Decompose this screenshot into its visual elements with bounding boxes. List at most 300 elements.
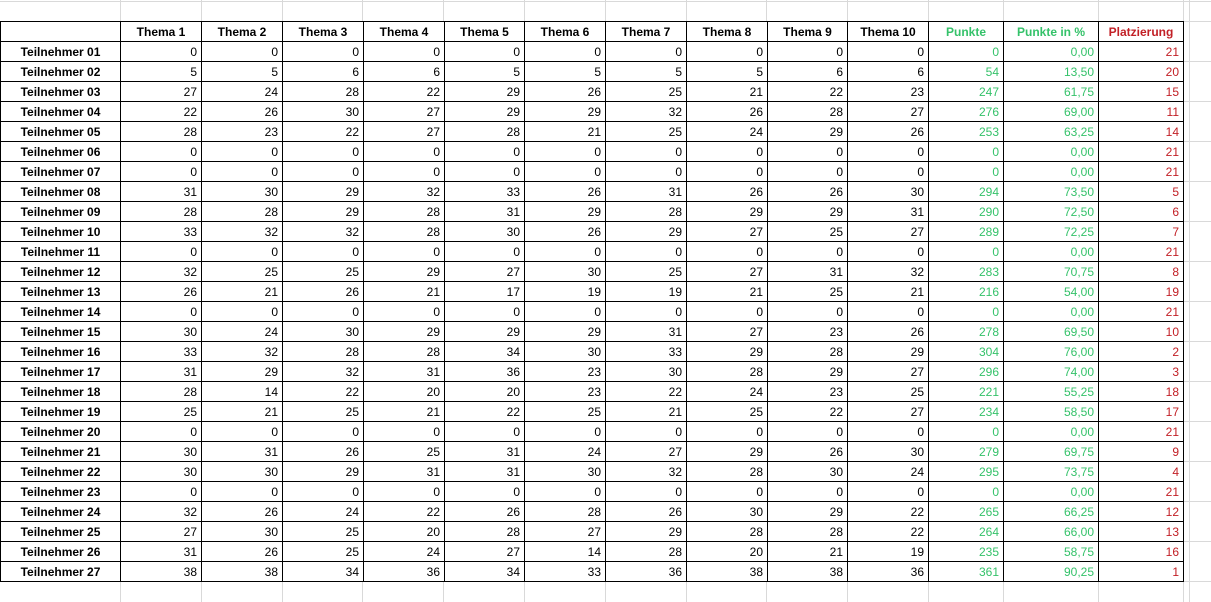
score-cell[interactable]: 14 bbox=[525, 542, 606, 562]
score-cell[interactable]: 0 bbox=[525, 242, 606, 262]
participant-label[interactable]: Teilnehmer 09 bbox=[1, 202, 121, 222]
punkte-cell[interactable]: 294 bbox=[929, 182, 1004, 202]
score-cell[interactable]: 21 bbox=[364, 402, 445, 422]
header-punkte[interactable]: Punkte bbox=[929, 22, 1004, 42]
score-cell[interactable]: 29 bbox=[768, 502, 848, 522]
score-cell[interactable]: 27 bbox=[848, 402, 929, 422]
score-cell[interactable]: 21 bbox=[202, 282, 283, 302]
participant-label[interactable]: Teilnehmer 02 bbox=[1, 62, 121, 82]
score-cell[interactable]: 0 bbox=[525, 482, 606, 502]
score-cell[interactable]: 29 bbox=[687, 342, 768, 362]
participant-label[interactable]: Teilnehmer 06 bbox=[1, 142, 121, 162]
rank-cell[interactable]: 9 bbox=[1099, 442, 1184, 462]
score-cell[interactable]: 29 bbox=[445, 322, 525, 342]
score-cell[interactable]: 28 bbox=[364, 342, 445, 362]
percent-cell[interactable]: 0,00 bbox=[1004, 302, 1099, 322]
punkte-cell[interactable]: 265 bbox=[929, 502, 1004, 522]
score-cell[interactable]: 0 bbox=[687, 242, 768, 262]
score-cell[interactable]: 30 bbox=[202, 462, 283, 482]
rank-cell[interactable]: 21 bbox=[1099, 162, 1184, 182]
score-cell[interactable]: 28 bbox=[687, 362, 768, 382]
score-cell[interactable]: 25 bbox=[121, 402, 202, 422]
score-cell[interactable]: 31 bbox=[445, 202, 525, 222]
score-cell[interactable]: 20 bbox=[364, 522, 445, 542]
score-cell[interactable]: 29 bbox=[283, 462, 364, 482]
score-cell[interactable]: 28 bbox=[687, 462, 768, 482]
rank-cell[interactable]: 21 bbox=[1099, 42, 1184, 62]
percent-cell[interactable]: 0,00 bbox=[1004, 482, 1099, 502]
score-cell[interactable]: 27 bbox=[687, 222, 768, 242]
score-cell[interactable]: 27 bbox=[848, 102, 929, 122]
rank-cell[interactable]: 7 bbox=[1099, 222, 1184, 242]
score-cell[interactable]: 25 bbox=[848, 382, 929, 402]
score-cell[interactable]: 0 bbox=[202, 142, 283, 162]
score-cell[interactable]: 32 bbox=[283, 362, 364, 382]
participant-label[interactable]: Teilnehmer 05 bbox=[1, 122, 121, 142]
score-cell[interactable]: 0 bbox=[202, 242, 283, 262]
score-cell[interactable]: 25 bbox=[283, 542, 364, 562]
percent-cell[interactable]: 55,25 bbox=[1004, 382, 1099, 402]
score-cell[interactable]: 0 bbox=[202, 162, 283, 182]
participant-label[interactable]: Teilnehmer 24 bbox=[1, 502, 121, 522]
score-cell[interactable]: 25 bbox=[606, 262, 687, 282]
score-cell[interactable]: 26 bbox=[768, 442, 848, 462]
score-cell[interactable]: 27 bbox=[445, 542, 525, 562]
score-cell[interactable]: 30 bbox=[121, 442, 202, 462]
score-cell[interactable]: 0 bbox=[445, 42, 525, 62]
score-cell[interactable]: 38 bbox=[121, 562, 202, 582]
score-cell[interactable]: 23 bbox=[848, 82, 929, 102]
punkte-cell[interactable]: 54 bbox=[929, 62, 1004, 82]
score-cell[interactable]: 0 bbox=[848, 302, 929, 322]
score-cell[interactable]: 0 bbox=[445, 242, 525, 262]
score-cell[interactable]: 38 bbox=[768, 562, 848, 582]
score-cell[interactable]: 31 bbox=[364, 362, 445, 382]
score-cell[interactable]: 0 bbox=[364, 42, 445, 62]
rank-cell[interactable]: 21 bbox=[1099, 422, 1184, 442]
rank-cell[interactable]: 21 bbox=[1099, 302, 1184, 322]
score-cell[interactable]: 26 bbox=[525, 222, 606, 242]
percent-cell[interactable]: 74,00 bbox=[1004, 362, 1099, 382]
punkte-cell[interactable]: 253 bbox=[929, 122, 1004, 142]
score-cell[interactable]: 0 bbox=[364, 482, 445, 502]
score-cell[interactable]: 31 bbox=[768, 262, 848, 282]
score-cell[interactable]: 36 bbox=[445, 362, 525, 382]
score-cell[interactable]: 26 bbox=[525, 82, 606, 102]
score-cell[interactable]: 0 bbox=[606, 142, 687, 162]
percent-cell[interactable]: 0,00 bbox=[1004, 242, 1099, 262]
percent-cell[interactable]: 72,25 bbox=[1004, 222, 1099, 242]
score-cell[interactable]: 31 bbox=[121, 542, 202, 562]
score-cell[interactable]: 0 bbox=[687, 142, 768, 162]
score-cell[interactable]: 30 bbox=[848, 182, 929, 202]
score-cell[interactable]: 28 bbox=[364, 222, 445, 242]
score-cell[interactable]: 31 bbox=[606, 322, 687, 342]
score-cell[interactable]: 36 bbox=[606, 562, 687, 582]
participant-label[interactable]: Teilnehmer 15 bbox=[1, 322, 121, 342]
percent-cell[interactable]: 58,50 bbox=[1004, 402, 1099, 422]
score-cell[interactable]: 30 bbox=[525, 462, 606, 482]
rank-cell[interactable]: 8 bbox=[1099, 262, 1184, 282]
score-cell[interactable]: 21 bbox=[202, 402, 283, 422]
score-cell[interactable]: 23 bbox=[768, 322, 848, 342]
score-cell[interactable]: 0 bbox=[364, 142, 445, 162]
score-cell[interactable]: 26 bbox=[202, 502, 283, 522]
percent-cell[interactable]: 0,00 bbox=[1004, 422, 1099, 442]
participant-label[interactable]: Teilnehmer 12 bbox=[1, 262, 121, 282]
score-cell[interactable]: 0 bbox=[525, 422, 606, 442]
percent-cell[interactable]: 66,00 bbox=[1004, 522, 1099, 542]
header-thema-2[interactable]: Thema 2 bbox=[202, 22, 283, 42]
score-cell[interactable]: 36 bbox=[364, 562, 445, 582]
score-cell[interactable]: 32 bbox=[364, 182, 445, 202]
rank-cell[interactable]: 1 bbox=[1099, 562, 1184, 582]
score-cell[interactable]: 25 bbox=[768, 222, 848, 242]
score-cell[interactable]: 0 bbox=[445, 482, 525, 502]
rank-cell[interactable]: 11 bbox=[1099, 102, 1184, 122]
score-cell[interactable]: 26 bbox=[525, 182, 606, 202]
score-cell[interactable]: 30 bbox=[768, 462, 848, 482]
score-cell[interactable]: 0 bbox=[687, 302, 768, 322]
score-cell[interactable]: 36 bbox=[848, 562, 929, 582]
score-cell[interactable]: 33 bbox=[525, 562, 606, 582]
header-thema-1[interactable]: Thema 1 bbox=[121, 22, 202, 42]
score-cell[interactable]: 0 bbox=[121, 422, 202, 442]
rank-cell[interactable]: 21 bbox=[1099, 142, 1184, 162]
score-cell[interactable]: 23 bbox=[768, 382, 848, 402]
participant-label[interactable]: Teilnehmer 11 bbox=[1, 242, 121, 262]
score-cell[interactable]: 0 bbox=[283, 422, 364, 442]
score-cell[interactable]: 0 bbox=[283, 482, 364, 502]
score-cell[interactable]: 29 bbox=[525, 102, 606, 122]
score-cell[interactable]: 30 bbox=[283, 322, 364, 342]
score-cell[interactable]: 0 bbox=[445, 422, 525, 442]
score-cell[interactable]: 20 bbox=[687, 542, 768, 562]
score-cell[interactable]: 0 bbox=[283, 42, 364, 62]
score-cell[interactable]: 28 bbox=[687, 522, 768, 542]
score-cell[interactable]: 5 bbox=[445, 62, 525, 82]
score-cell[interactable]: 14 bbox=[202, 382, 283, 402]
score-cell[interactable]: 0 bbox=[687, 42, 768, 62]
score-cell[interactable]: 26 bbox=[848, 122, 929, 142]
score-cell[interactable]: 27 bbox=[687, 262, 768, 282]
punkte-cell[interactable]: 279 bbox=[929, 442, 1004, 462]
header-punkte-in[interactable]: Punkte in % bbox=[1004, 22, 1099, 42]
score-cell[interactable]: 28 bbox=[121, 122, 202, 142]
score-cell[interactable]: 25 bbox=[768, 282, 848, 302]
punkte-cell[interactable]: 304 bbox=[929, 342, 1004, 362]
punkte-cell[interactable]: 247 bbox=[929, 82, 1004, 102]
score-cell[interactable]: 0 bbox=[121, 142, 202, 162]
score-cell[interactable]: 21 bbox=[768, 542, 848, 562]
score-cell[interactable]: 0 bbox=[121, 162, 202, 182]
score-cell[interactable]: 30 bbox=[525, 262, 606, 282]
score-cell[interactable]: 0 bbox=[687, 422, 768, 442]
score-cell[interactable]: 0 bbox=[768, 162, 848, 182]
header-thema-7[interactable]: Thema 7 bbox=[606, 22, 687, 42]
percent-cell[interactable]: 90,25 bbox=[1004, 562, 1099, 582]
score-cell[interactable]: 21 bbox=[687, 82, 768, 102]
score-cell[interactable]: 25 bbox=[283, 402, 364, 422]
header-thema-4[interactable]: Thema 4 bbox=[364, 22, 445, 42]
rank-cell[interactable]: 10 bbox=[1099, 322, 1184, 342]
score-cell[interactable]: 24 bbox=[687, 122, 768, 142]
score-cell[interactable]: 5 bbox=[121, 62, 202, 82]
score-cell[interactable]: 32 bbox=[606, 102, 687, 122]
score-cell[interactable]: 0 bbox=[283, 142, 364, 162]
score-cell[interactable]: 31 bbox=[202, 442, 283, 462]
score-cell[interactable]: 0 bbox=[202, 302, 283, 322]
score-cell[interactable]: 0 bbox=[768, 242, 848, 262]
score-cell[interactable]: 28 bbox=[121, 202, 202, 222]
score-cell[interactable]: 5 bbox=[606, 62, 687, 82]
score-cell[interactable]: 0 bbox=[848, 42, 929, 62]
score-cell[interactable]: 22 bbox=[283, 122, 364, 142]
score-cell[interactable]: 28 bbox=[525, 502, 606, 522]
score-cell[interactable]: 0 bbox=[606, 242, 687, 262]
score-cell[interactable]: 25 bbox=[606, 122, 687, 142]
score-cell[interactable]: 29 bbox=[283, 202, 364, 222]
score-cell[interactable]: 30 bbox=[606, 362, 687, 382]
score-cell[interactable]: 27 bbox=[121, 82, 202, 102]
rank-cell[interactable]: 21 bbox=[1099, 242, 1184, 262]
score-cell[interactable]: 28 bbox=[283, 82, 364, 102]
punkte-cell[interactable]: 0 bbox=[929, 162, 1004, 182]
participant-label[interactable]: Teilnehmer 18 bbox=[1, 382, 121, 402]
score-cell[interactable]: 26 bbox=[283, 282, 364, 302]
score-cell[interactable]: 31 bbox=[606, 182, 687, 202]
score-cell[interactable]: 30 bbox=[121, 462, 202, 482]
punkte-cell[interactable]: 0 bbox=[929, 42, 1004, 62]
score-cell[interactable]: 6 bbox=[768, 62, 848, 82]
score-cell[interactable]: 0 bbox=[606, 482, 687, 502]
score-cell[interactable]: 24 bbox=[525, 442, 606, 462]
score-cell[interactable]: 32 bbox=[121, 262, 202, 282]
score-cell[interactable]: 30 bbox=[525, 342, 606, 362]
score-cell[interactable]: 19 bbox=[848, 542, 929, 562]
score-cell[interactable]: 26 bbox=[768, 182, 848, 202]
score-cell[interactable]: 21 bbox=[606, 402, 687, 422]
score-cell[interactable]: 0 bbox=[121, 242, 202, 262]
punkte-cell[interactable]: 283 bbox=[929, 262, 1004, 282]
participant-label[interactable]: Teilnehmer 21 bbox=[1, 442, 121, 462]
score-cell[interactable]: 0 bbox=[364, 242, 445, 262]
score-cell[interactable]: 22 bbox=[768, 82, 848, 102]
header-thema-10[interactable]: Thema 10 bbox=[848, 22, 929, 42]
score-cell[interactable]: 30 bbox=[121, 322, 202, 342]
punkte-cell[interactable]: 290 bbox=[929, 202, 1004, 222]
score-cell[interactable]: 0 bbox=[848, 162, 929, 182]
rank-cell[interactable]: 3 bbox=[1099, 362, 1184, 382]
score-cell[interactable]: 29 bbox=[606, 522, 687, 542]
score-cell[interactable]: 28 bbox=[606, 202, 687, 222]
rank-cell[interactable]: 17 bbox=[1099, 402, 1184, 422]
participant-label[interactable]: Teilnehmer 13 bbox=[1, 282, 121, 302]
header-thema-9[interactable]: Thema 9 bbox=[768, 22, 848, 42]
score-cell[interactable]: 30 bbox=[202, 522, 283, 542]
score-cell[interactable]: 27 bbox=[445, 262, 525, 282]
percent-cell[interactable]: 63,25 bbox=[1004, 122, 1099, 142]
participant-label[interactable]: Teilnehmer 07 bbox=[1, 162, 121, 182]
score-cell[interactable]: 28 bbox=[202, 202, 283, 222]
score-cell[interactable]: 28 bbox=[445, 522, 525, 542]
punkte-cell[interactable]: 234 bbox=[929, 402, 1004, 422]
score-cell[interactable]: 25 bbox=[283, 262, 364, 282]
score-cell[interactable]: 28 bbox=[768, 102, 848, 122]
punkte-cell[interactable]: 264 bbox=[929, 522, 1004, 542]
punkte-cell[interactable]: 0 bbox=[929, 242, 1004, 262]
score-cell[interactable]: 0 bbox=[445, 142, 525, 162]
score-cell[interactable]: 0 bbox=[606, 42, 687, 62]
score-cell[interactable]: 32 bbox=[283, 222, 364, 242]
score-cell[interactable]: 33 bbox=[121, 342, 202, 362]
score-cell[interactable]: 32 bbox=[202, 222, 283, 242]
score-cell[interactable]: 22 bbox=[848, 502, 929, 522]
rank-cell[interactable]: 5 bbox=[1099, 182, 1184, 202]
rank-cell[interactable]: 2 bbox=[1099, 342, 1184, 362]
score-cell[interactable]: 28 bbox=[121, 382, 202, 402]
score-cell[interactable]: 21 bbox=[525, 122, 606, 142]
score-cell[interactable]: 6 bbox=[364, 62, 445, 82]
score-cell[interactable]: 0 bbox=[445, 302, 525, 322]
header-thema-3[interactable]: Thema 3 bbox=[283, 22, 364, 42]
score-cell[interactable]: 29 bbox=[768, 122, 848, 142]
score-cell[interactable]: 22 bbox=[848, 522, 929, 542]
score-cell[interactable]: 33 bbox=[445, 182, 525, 202]
punkte-cell[interactable]: 221 bbox=[929, 382, 1004, 402]
score-cell[interactable]: 27 bbox=[364, 102, 445, 122]
score-cell[interactable]: 0 bbox=[121, 482, 202, 502]
score-cell[interactable]: 34 bbox=[283, 562, 364, 582]
score-cell[interactable]: 29 bbox=[525, 202, 606, 222]
score-cell[interactable]: 27 bbox=[606, 442, 687, 462]
participant-label[interactable]: Teilnehmer 26 bbox=[1, 542, 121, 562]
rank-cell[interactable]: 12 bbox=[1099, 502, 1184, 522]
score-cell[interactable]: 27 bbox=[687, 322, 768, 342]
score-cell[interactable]: 29 bbox=[768, 202, 848, 222]
score-cell[interactable]: 28 bbox=[768, 522, 848, 542]
punkte-cell[interactable]: 216 bbox=[929, 282, 1004, 302]
score-cell[interactable]: 26 bbox=[445, 502, 525, 522]
score-cell[interactable]: 20 bbox=[364, 382, 445, 402]
score-cell[interactable]: 27 bbox=[525, 522, 606, 542]
score-cell[interactable]: 6 bbox=[848, 62, 929, 82]
score-cell[interactable]: 26 bbox=[848, 322, 929, 342]
score-cell[interactable]: 5 bbox=[202, 62, 283, 82]
score-cell[interactable]: 27 bbox=[848, 222, 929, 242]
score-cell[interactable]: 33 bbox=[606, 342, 687, 362]
score-cell[interactable]: 38 bbox=[202, 562, 283, 582]
participant-label[interactable]: Teilnehmer 08 bbox=[1, 182, 121, 202]
rank-cell[interactable]: 20 bbox=[1099, 62, 1184, 82]
score-cell[interactable]: 29 bbox=[445, 102, 525, 122]
score-cell[interactable]: 0 bbox=[768, 302, 848, 322]
score-cell[interactable]: 26 bbox=[606, 502, 687, 522]
score-cell[interactable]: 22 bbox=[445, 402, 525, 422]
score-cell[interactable]: 30 bbox=[445, 222, 525, 242]
score-cell[interactable]: 21 bbox=[687, 282, 768, 302]
punkte-cell[interactable]: 0 bbox=[929, 302, 1004, 322]
header-thema-8[interactable]: Thema 8 bbox=[687, 22, 768, 42]
participant-label[interactable]: Teilnehmer 23 bbox=[1, 482, 121, 502]
score-cell[interactable]: 23 bbox=[202, 122, 283, 142]
punkte-cell[interactable]: 278 bbox=[929, 322, 1004, 342]
score-cell[interactable]: 29 bbox=[525, 322, 606, 342]
score-cell[interactable]: 0 bbox=[606, 162, 687, 182]
percent-cell[interactable]: 0,00 bbox=[1004, 162, 1099, 182]
score-cell[interactable]: 30 bbox=[283, 102, 364, 122]
score-cell[interactable]: 0 bbox=[606, 302, 687, 322]
rank-cell[interactable]: 19 bbox=[1099, 282, 1184, 302]
score-cell[interactable]: 0 bbox=[606, 422, 687, 442]
score-cell[interactable]: 0 bbox=[525, 142, 606, 162]
score-cell[interactable]: 5 bbox=[687, 62, 768, 82]
score-cell[interactable]: 24 bbox=[202, 322, 283, 342]
score-cell[interactable]: 0 bbox=[525, 302, 606, 322]
score-cell[interactable]: 29 bbox=[768, 362, 848, 382]
score-cell[interactable]: 22 bbox=[121, 102, 202, 122]
score-cell[interactable]: 32 bbox=[848, 262, 929, 282]
punkte-cell[interactable]: 235 bbox=[929, 542, 1004, 562]
score-cell[interactable]: 0 bbox=[848, 422, 929, 442]
score-cell[interactable]: 31 bbox=[121, 362, 202, 382]
score-cell[interactable]: 0 bbox=[687, 162, 768, 182]
score-cell[interactable]: 30 bbox=[687, 502, 768, 522]
score-cell[interactable]: 29 bbox=[445, 82, 525, 102]
score-cell[interactable]: 0 bbox=[283, 242, 364, 262]
score-cell[interactable]: 26 bbox=[283, 442, 364, 462]
score-cell[interactable]: 23 bbox=[525, 382, 606, 402]
score-cell[interactable]: 20 bbox=[445, 382, 525, 402]
header-thema-5[interactable]: Thema 5 bbox=[445, 22, 525, 42]
rank-cell[interactable]: 16 bbox=[1099, 542, 1184, 562]
score-cell[interactable]: 0 bbox=[283, 162, 364, 182]
percent-cell[interactable]: 66,25 bbox=[1004, 502, 1099, 522]
rank-cell[interactable]: 6 bbox=[1099, 202, 1184, 222]
header-platzierung[interactable]: Platzierung bbox=[1099, 22, 1184, 42]
score-cell[interactable]: 28 bbox=[283, 342, 364, 362]
score-cell[interactable]: 25 bbox=[202, 262, 283, 282]
score-cell[interactable]: 34 bbox=[445, 562, 525, 582]
participant-label[interactable]: Teilnehmer 20 bbox=[1, 422, 121, 442]
percent-cell[interactable]: 61,75 bbox=[1004, 82, 1099, 102]
score-cell[interactable]: 27 bbox=[848, 362, 929, 382]
score-cell[interactable]: 19 bbox=[525, 282, 606, 302]
score-cell[interactable]: 0 bbox=[364, 162, 445, 182]
percent-cell[interactable]: 72,50 bbox=[1004, 202, 1099, 222]
percent-cell[interactable]: 76,00 bbox=[1004, 342, 1099, 362]
participant-label[interactable]: Teilnehmer 10 bbox=[1, 222, 121, 242]
score-cell[interactable]: 32 bbox=[606, 462, 687, 482]
percent-cell[interactable]: 69,75 bbox=[1004, 442, 1099, 462]
score-cell[interactable]: 0 bbox=[768, 42, 848, 62]
score-cell[interactable]: 0 bbox=[202, 482, 283, 502]
participant-label[interactable]: Teilnehmer 04 bbox=[1, 102, 121, 122]
participant-label[interactable]: Teilnehmer 14 bbox=[1, 302, 121, 322]
score-cell[interactable]: 30 bbox=[202, 182, 283, 202]
percent-cell[interactable]: 0,00 bbox=[1004, 42, 1099, 62]
score-cell[interactable]: 29 bbox=[606, 222, 687, 242]
rank-cell[interactable]: 4 bbox=[1099, 462, 1184, 482]
percent-cell[interactable]: 69,50 bbox=[1004, 322, 1099, 342]
punkte-cell[interactable]: 276 bbox=[929, 102, 1004, 122]
score-cell[interactable]: 26 bbox=[121, 282, 202, 302]
score-cell[interactable]: 22 bbox=[364, 502, 445, 522]
score-cell[interactable]: 27 bbox=[121, 522, 202, 542]
punkte-cell[interactable]: 0 bbox=[929, 142, 1004, 162]
score-cell[interactable]: 0 bbox=[202, 422, 283, 442]
score-cell[interactable]: 0 bbox=[687, 482, 768, 502]
